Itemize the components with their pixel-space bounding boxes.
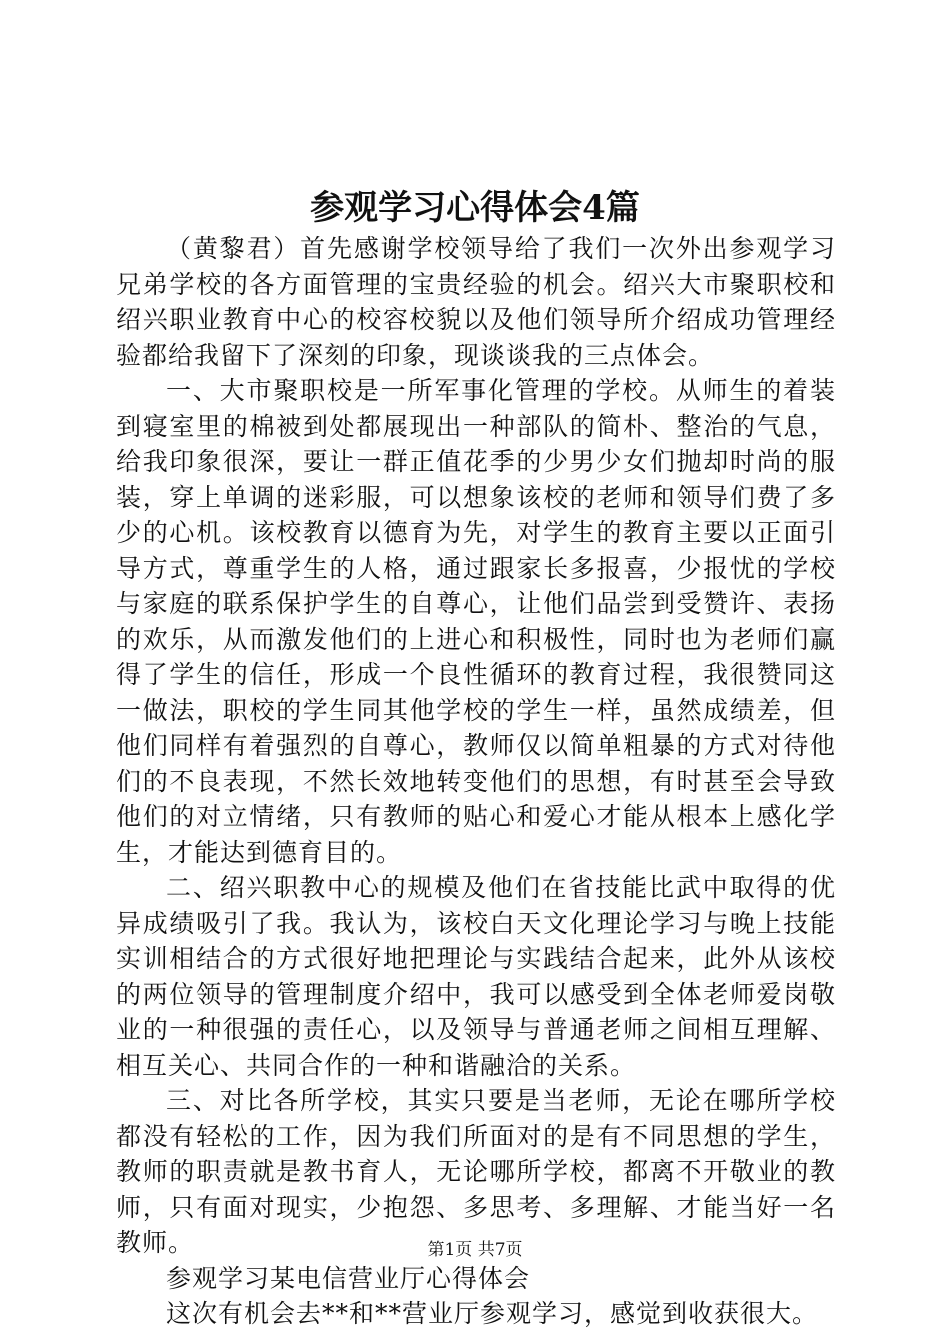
paragraph-point-two: 二、绍兴职教中心的规模及他们在省技能比武中取得的优异成绩吸引了我。我认为，该校白天文化理论学习与晚上技能实训相结合的方式很好地把理论与实践结合起来，此外从该校的两位领导的管理制度介绍中，我可以感受到全体老师爱岗敬业的一种很强的责任心，以及领导与普通老师之间相互理解、相互关心、共同合作的一种和谐融洽的关系。 bbox=[116, 873, 836, 1080]
paragraph-point-three: 三、对比各所学校，其实只要是当老师，无论在哪所学校都没有轻松的工作，因为我们所面对的是有不同思想的学生，教师的职责就是教书育人，无论哪所学校，都离不开敬业的教师，只有面对现实，少抱怨、多思考、多理解、才能当好一名教师。 bbox=[116, 1086, 836, 1257]
page-number-footer: 第1页 共7页 bbox=[427, 1240, 523, 1260]
paragraph-point-one: 一、大市聚职校是一所军事化管理的学校。从师生的着装到寝室里的棉被到处都展现出一种部队的简朴、整治的气息，给我印象很深，要让一群正值花季的少男少女们抛却时尚的服装，穿上单调的迷彩服，可以想象该校的老师和领导们费了多少的心机。该校教育以德育为先，对学生的教育主要以正面引导方式，尊重学生的人格，通过跟家长多报喜，少报忧的学校与家庭的联系保护学生的自尊心，让他们品尝到受赞许、表扬的欢乐，从而激发他们的上进心和积极性，同时也为老师们赢得了学生的信任，形成一个良性循环的教育过程，我很赞同这一做法，职校的学生同其他学校的学生一样，虽然成绩差，但他们同样有着强烈的自尊心，教师仅以简单粗暴的方式对待他们的不良表现，不然长效地转变他们的思想，有时甚至会导致他们的对立情绪，只有教师的贴心和爱心才能从根本上感化学生，才能达到德育目的。 bbox=[116, 376, 836, 867]
paragraph-section-intro: 这次有机会去**和**营业厅参观学习，感觉到收获很大。 bbox=[166, 1299, 819, 1328]
section-heading: 参观学习某电信营业厅心得体会 bbox=[166, 1263, 531, 1293]
document-title: 参观学习心得体会4篇 bbox=[310, 188, 640, 228]
paragraph-intro: （黄黎君）首先感谢学校领导给了我们一次外出参观学习兄弟学校的各方面管理的宝贵经验的机会。绍兴大市聚职校和绍兴职业教育中心的校容校貌以及他们领导所介绍成功管理经验都给我留下了深刻的印象，现谈谈我的三点体会。 bbox=[116, 234, 836, 370]
document-body bbox=[116, 231, 836, 1332]
